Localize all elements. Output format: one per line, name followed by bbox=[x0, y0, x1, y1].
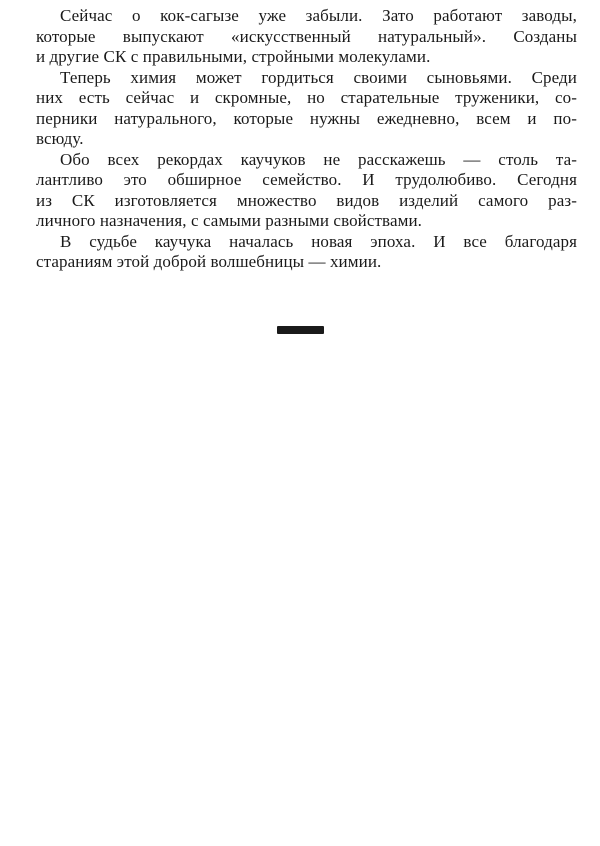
text-line: лантливо это обширное семейство. И трудолюбиво. Сегодня bbox=[36, 170, 577, 189]
text-line: всюду. bbox=[36, 129, 84, 148]
text-line: Сейчас о кок-сагызе уже забыли. Зато работают заводы, bbox=[60, 6, 577, 25]
text-line: и другие СК с правильными, стройными молекулами. bbox=[36, 47, 431, 66]
text-line: Обо всех рекордах каучуков не расскажешь — столь та- bbox=[60, 149, 577, 169]
paragraph-1 bbox=[36, 6, 577, 68]
text-line: которые выпускают «искусственный натуральный». Созданы bbox=[36, 26, 577, 46]
text-line: перники натурального, которые нужны ежедневно, всем и по- bbox=[36, 108, 577, 128]
paragraph-4 bbox=[36, 232, 577, 273]
text-line: из СК изготовляется множество видов изделий самого раз- bbox=[36, 190, 577, 210]
section-divider bbox=[277, 326, 324, 334]
paragraph-2 bbox=[36, 68, 577, 150]
text-line: стараниям этой доброй волшебницы — химии. bbox=[36, 252, 382, 271]
text-line: них есть сейчас и скромные, но старательные труженики, со- bbox=[36, 88, 577, 107]
paragraph-3 bbox=[36, 150, 577, 232]
text-line: личного назначения, с самыми разными свойствами. bbox=[36, 211, 423, 230]
text-line: В судьбе каучука началась новая эпоха. И все благодаря bbox=[60, 231, 577, 251]
text-line: Теперь химия может гордиться своими сыновьями. Среди bbox=[60, 67, 577, 87]
body-text bbox=[36, 6, 577, 273]
